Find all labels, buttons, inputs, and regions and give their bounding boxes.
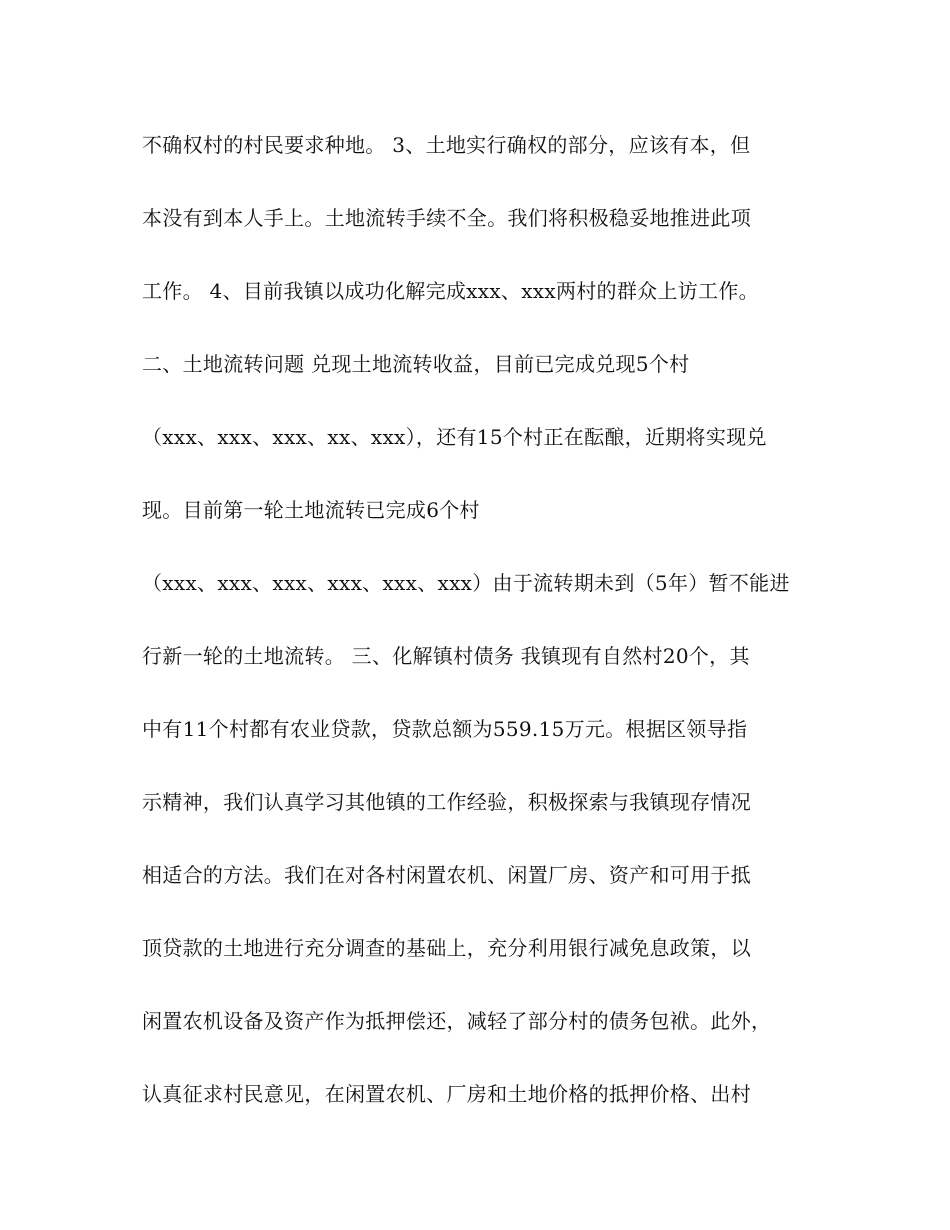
text-line: 行新一轮的土地流转。 三、化解镇村债务 我镇现有自然村20个，其 <box>142 644 750 668</box>
text-line: 不确权村的村民要求种地。 3、土地实行确权的部分，应该有本，但 <box>142 133 751 157</box>
text-line: （xxx、xxx、xxx、xxx、xxx、xxx）由于流转期未到（5年）暂不能进 <box>142 571 790 595</box>
text-line: 工作。 4、目前我镇以成功化解完成xxx、xxx两村的群众上访工作。 <box>142 279 759 303</box>
text-line: 二、土地流转问题 兑现土地流转收益，目前已完成兑现5个村 <box>142 352 690 376</box>
text-line: 示精神，我们认真学习其他镇的工作经验，积极探索与我镇现存情况 <box>142 790 751 814</box>
text-line: （xxx、xxx、xxx、xx、xxx），还有15个村正在酝酿，近期将实现兑 <box>142 425 767 449</box>
text-line: 现。目前第一轮土地流转已完成6个村 <box>142 498 480 522</box>
text-line: 顶贷款的土地进行充分调查的基础上，充分利用银行减免息政策，以 <box>142 936 751 960</box>
text-line: 闲置农机设备及资产作为抵押偿还，减轻了部分村的债务包袱。此外， <box>142 1009 772 1033</box>
text-line: 认真征求村民意见，在闲置农机、厂房和土地价格的抵押价格、出村 <box>142 1082 751 1106</box>
text-line: 本没有到本人手上。土地流转手续不全。我们将积极稳妥地推进此项 <box>142 206 751 230</box>
text-line: 中有11个村都有农业贷款，贷款总额为559.15万元。根据区领导指 <box>142 717 748 741</box>
text-line: 相适合的方法。我们在对各村闲置农机、闲置厂房、资产和可用于抵 <box>142 863 751 887</box>
